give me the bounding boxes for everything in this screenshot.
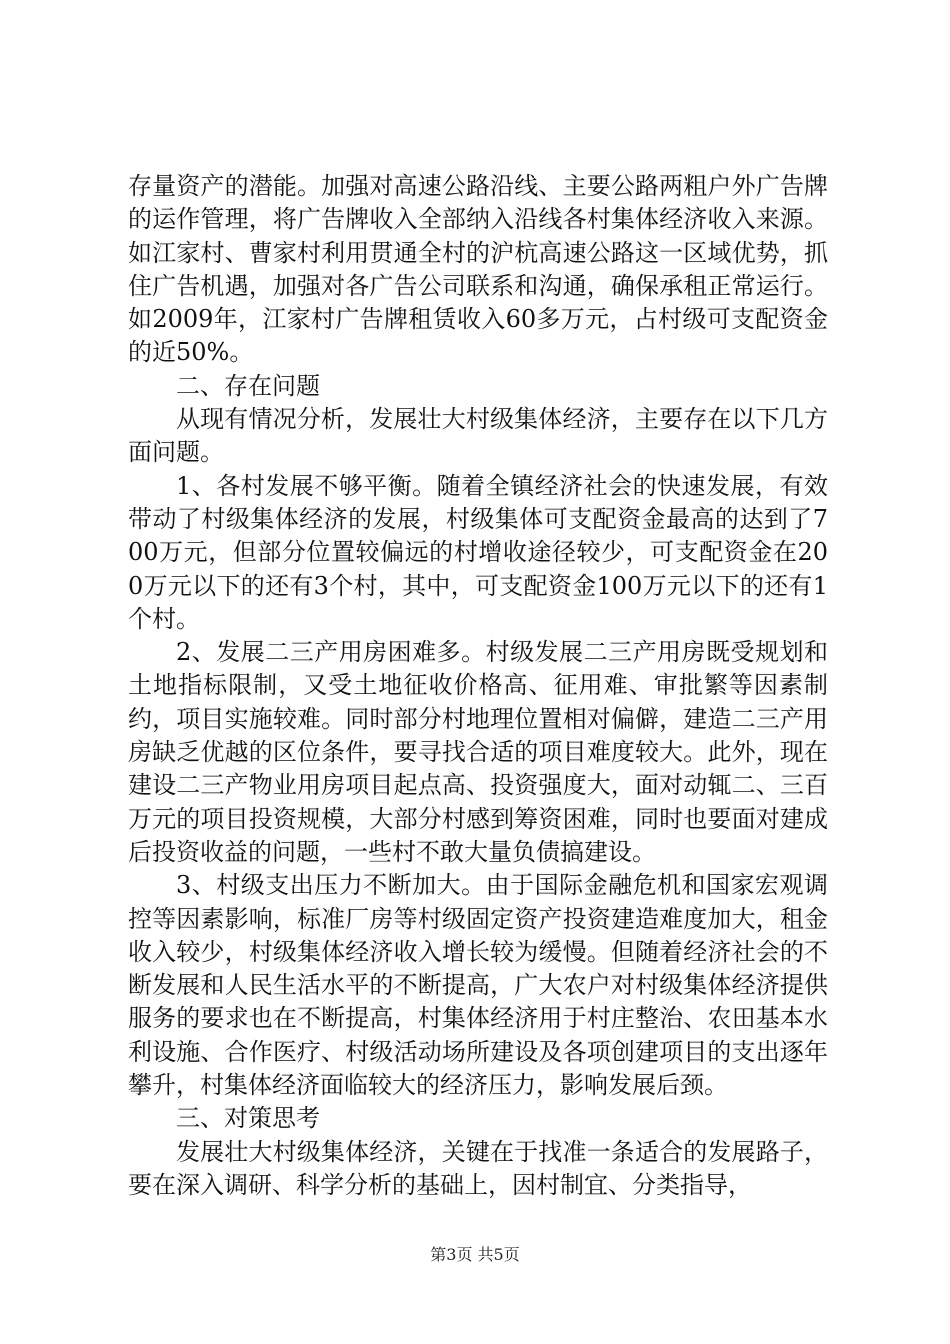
paragraph-problem-1: 1、各村发展不够平衡。随着全镇经济社会的快速发展，有效带动了村级集体经济的发展，村级集体可支配资金最高的达到了700万元，但部分位置较偏远的村增收途径较少，可支配资金在200万元以下的还有3个村，其中，可支配资金100万元以下的还有1个村。: [128, 471, 828, 633]
page-number-footer: 第3页 共5页: [430, 1245, 520, 1264]
paragraph-problem-3: 3、村级支出压力不断加大。由于国际金融危机和国家宏观调控等因素影响，标准厂房等村级固定资产投资建造难度加大，租金收入较少，村级集体经济收入增长较为缓慢。但随着经济社会的不断发展和人民生活水平的不断提高，广大农户对村级集体经济提供服务的要求也在不断提高，村集体经济用于村庄整治、农田基本水利设施、合作医疗、村级活动场所建设及各项创建项目的支出逐年攀升，村集体经济面临较大的经济压力，影响发展后颈。: [128, 871, 828, 1100]
section-heading-countermeasures: 三、对策思考: [176, 1104, 320, 1133]
document-body: [128, 170, 828, 1202]
section-heading-problems: 二、存在问题: [176, 371, 320, 400]
paragraph-countermeasures-intro: 发展壮大村级集体经济，关键在于找准一条适合的发展路子，要在深入调研、科学分析的基础上，因村制宜、分类指导，: [128, 1137, 828, 1199]
paragraph-problem-2: 2、发展二三产用房困难多。村级发展二三产用房既受规划和土地指标限制，又受土地征收价格高、征用难、审批繁等因素制约，项目实施较难。同时部分村地理位置相对偏僻，建造二三产用房缺乏优越的区位条件，要寻找合适的项目难度较大。此外，现在建设二三产物业用房项目起点高、投资强度大，面对动辄二、三百万元的项目投资规模，大部分村感到筹资困难，同时也要面对建成后投资收益的问题，一些村不敢大量负债搞建设。: [128, 638, 828, 866]
paragraph-problems-intro: 从现有情况分析，发展壮大村级集体经济，主要存在以下几方面问题。: [128, 405, 828, 467]
paragraph-continuation: 存量资产的潜能。加强对高速公路沿线、主要公路两粗户外广告牌的运作管理，将广告牌收入全部纳入沿线各村集体经济收入来源。如江家村、曹家村利用贯通全村的沪杭高速公路这一区域优势，抓住广告机遇，加强对各广告公司联系和沟通，确保承租正常运行。如2009年，江家村广告牌租赁收入60多万元，占村级可支配资金的近50%。: [128, 172, 828, 367]
